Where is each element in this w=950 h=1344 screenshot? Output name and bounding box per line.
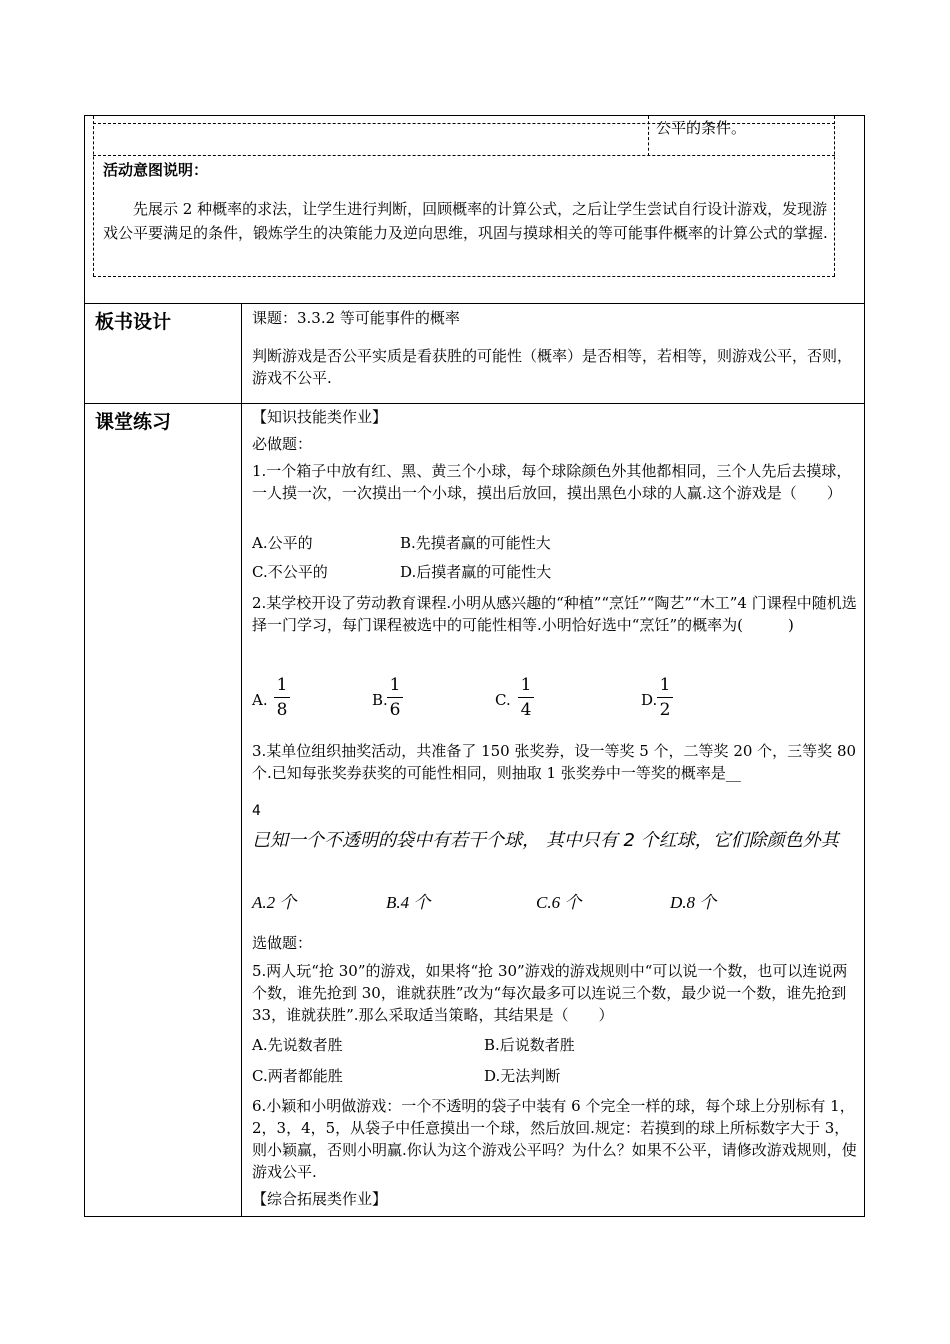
question-4: 已知一个不透明的袋中有若干个球， 其中只有 2 个红球，它们除颜色外其 xyxy=(252,830,839,851)
q2-option-b-fraction: 1 6 xyxy=(387,675,403,720)
knowledge-section-title: 【知识技能类作业】 xyxy=(252,408,388,426)
q4-option-b: B.4 个 xyxy=(386,893,431,912)
q4-option-a: A.2 个 xyxy=(252,893,297,912)
extension-section-title: 【综合拓展类作业】 xyxy=(252,1190,388,1208)
table-border-right xyxy=(864,115,865,1217)
conclusion-cell-text: 公平的条件。 xyxy=(656,119,747,137)
q4-option-c: C.6 个 xyxy=(536,893,582,912)
q1-option-c: C.不公平的 xyxy=(252,563,328,581)
table-border-top xyxy=(84,115,865,116)
q2-option-b-label: B. xyxy=(372,691,388,709)
q5-option-a: A.先说数者胜 xyxy=(252,1036,343,1054)
q2-option-c-label: C. xyxy=(495,691,511,709)
practice-label: 课堂练习 xyxy=(95,411,172,433)
q2-option-c-fraction: 1 4 xyxy=(518,675,534,720)
q1-option-a: A.公平的 xyxy=(252,534,313,552)
row-divider-1 xyxy=(84,303,865,304)
inner-box-divider xyxy=(648,116,649,156)
intent-heading: 活动意图说明： xyxy=(103,161,209,179)
board-design-label: 板书设计 xyxy=(95,311,172,333)
question-1: 1.一个箱子中放有红、黑、黄三个小球，每个球除颜色外其他都相同，三个人先后去摸球，一人摸一次，一次摸出一个小球，摸出后放回，摸出黑色小球的人赢.这个游戏是（ ） xyxy=(252,462,852,502)
column-divider xyxy=(241,303,242,1217)
q2-option-a-fraction: 1 8 xyxy=(274,675,290,720)
q2-option-d-label: D. xyxy=(641,691,658,709)
table-border-bottom xyxy=(84,1216,865,1217)
q5-option-d: D.无法判断 xyxy=(484,1067,561,1085)
question-4-number: 4 xyxy=(252,803,261,819)
board-text: 判断游戏是否公平实质是看获胜的可能性（概率）是否相等，若相等，则游戏公平，否则，游戏不公平. xyxy=(252,347,853,387)
intent-paragraph: 先展示 2 种概率的求法，让学生进行判断，回顾概率的计算公式，之后让学生尝试自行设计游戏，发现游戏公平要满足的条件，锻炼学生的决策能力及逆向思维，巩固与摸球相关的等可能事件概率的计算公式的掌握. xyxy=(103,200,828,242)
q2-option-a-label: A. xyxy=(252,691,268,709)
question-6: 6.小颖和小明做游戏：一个不透明的袋子中装有 6 个完全一样的球，每个球上分别标有 1，2，3，4，5，从袋子中任意摸出一个球，然后放回.规定：若摸到的球上所标数字大于 3，则小颖赢，否则小明赢.你认为这个游戏公平吗？为什么？如果不公平，请修改游戏规则，使游戏公平. xyxy=(252,1097,857,1181)
q4-option-d: D.8 个 xyxy=(670,893,717,912)
q1-option-d: D.后摸者赢的可能性大 xyxy=(400,563,552,581)
q5-option-c: C.两者都能胜 xyxy=(252,1067,343,1085)
row-divider-2 xyxy=(84,403,865,404)
table-border-left xyxy=(84,115,85,1217)
q5-option-b: B.后说数者胜 xyxy=(484,1036,575,1054)
optional-label: 选做题： xyxy=(252,934,313,952)
question-2: 2.某学校开设了劳动教育课程.小明从感兴趣的“种植”“烹饪”“陶艺”“木工”4 门课程中随机选择一门学习，每门课程被选中的可能性相等.小明恰好选中“烹饪”的概率为( ) xyxy=(252,594,857,634)
inner-box-bottom xyxy=(93,276,835,277)
q2-option-d-fraction: 1 2 xyxy=(657,675,673,720)
inner-box-left xyxy=(93,116,94,276)
question-5: 5.两人玩“抢 30”的游戏，如果将“抢 30”游戏的游戏规则中“可以说一个数，也可以连说两个数，谁先抢到 30，谁就获胜”改为“每次最多可以连说三个数，最少说一个数，谁先抢到 33，谁就获胜”.那么采取适当策略，其结果是（ ） xyxy=(252,962,848,1024)
inner-box-right xyxy=(834,116,835,276)
required-label: 必做题： xyxy=(252,435,313,453)
question-3: 3.某单位组织抽奖活动，共准备了 150 张奖券，设一等奖 5 个，二等奖 20 个，三等奖 80 个.已知每张奖券获奖的可能性相同，则抽取 1 张奖券中一等奖的概率是__ xyxy=(252,742,857,782)
inner-box-mid xyxy=(93,155,835,156)
board-topic: 课题：3.3.2 等可能事件的概率 xyxy=(252,309,460,327)
q1-option-b: B.先摸者赢的可能性大 xyxy=(400,534,551,552)
